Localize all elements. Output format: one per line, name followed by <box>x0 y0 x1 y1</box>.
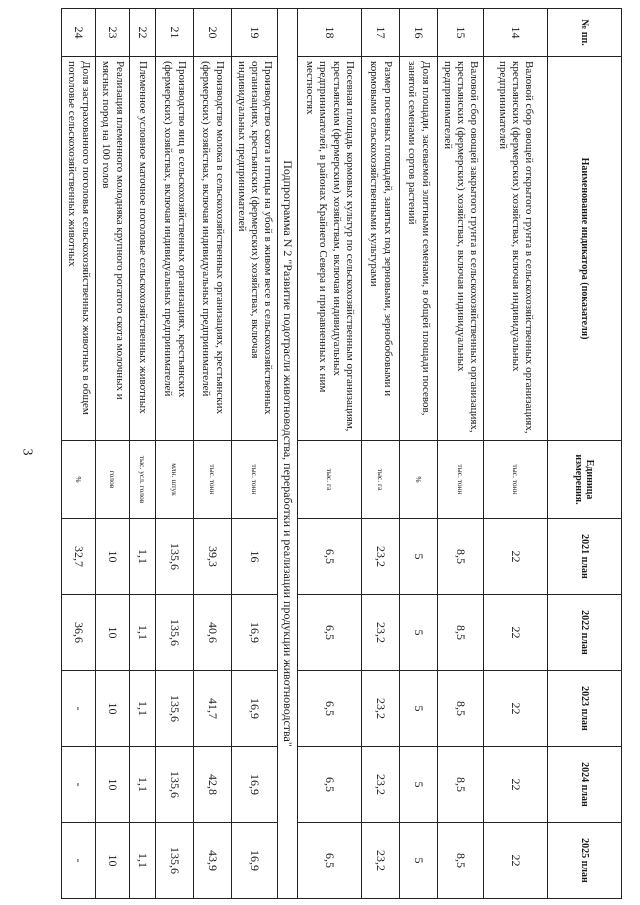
value-2022: 1,1 <box>130 595 156 671</box>
row-num: 21 <box>156 9 194 57</box>
subprogram-title: Подпрограмма N 2 "Развитие подотрасли животноводства, переработки и реализации продукции животноводства" <box>278 9 298 899</box>
value-2025: 135,6 <box>156 823 194 899</box>
value-2023: 135,6 <box>156 671 194 747</box>
value-2024: - <box>62 747 96 823</box>
value-2025: 8,5 <box>438 823 484 899</box>
value-2022: 5 <box>400 595 438 671</box>
row-unit: голов <box>96 441 130 519</box>
row-name: Валовой сбор овощей открытого грунта в сельскохозяйственных организациях, крестьянских (фермерских) хозяйствах, включая индивидуальных предпринимателей <box>484 57 548 441</box>
row-name: Размер посевных площадей, занятых под зерновыми, зернобобовыми и кормовыми сельскохозяйственными культурами <box>362 57 400 441</box>
value-2023: 22 <box>484 671 548 747</box>
value-2021: 1,1 <box>130 519 156 595</box>
value-2022: 6,5 <box>298 595 362 671</box>
value-2023: 5 <box>400 671 438 747</box>
header-2023: 2023 план <box>548 671 622 747</box>
value-2021: 10 <box>96 519 130 595</box>
row-unit: тыс. тонн <box>194 441 232 519</box>
row-num: 15 <box>438 9 484 57</box>
header-2024: 2024 план <box>548 747 622 823</box>
row-num: 24 <box>62 9 96 57</box>
row-name: Производство молока в сельскохозяйственных организациях, крестьянских (фермерских) хозяйствах, включая индивидуальных предпринимателей <box>194 57 232 441</box>
value-2023: - <box>62 671 96 747</box>
row-unit: тыс. тонн <box>438 441 484 519</box>
row-num: 16 <box>400 9 438 57</box>
row-name: Доля застрахованного поголовья сельскохозяйственных животных в общем поголовье сельскохозяйственных животных <box>62 57 96 441</box>
value-2021: 32,7 <box>62 519 96 595</box>
row-unit: тыс. га <box>362 441 400 519</box>
value-2025: 6,5 <box>298 823 362 899</box>
row-unit: % <box>62 441 96 519</box>
value-2024: 8,5 <box>438 747 484 823</box>
value-2024: 1,1 <box>130 747 156 823</box>
row-num: 19 <box>232 9 278 57</box>
header-unit: Единица измерения. <box>548 441 622 519</box>
row-name: Посевная площадь кормовых культур по сельскохозяйственным организациям, крестьянским (фермерским) хозяйствам, включая индивидуальных предпринимателей, в районах Крайнего Севера и приравненных к ним местностях <box>298 57 362 441</box>
value-2023: 23,2 <box>362 671 400 747</box>
table-row <box>96 9 130 899</box>
row-name: Доля площади, засеваемой элитными семенами, в общей площади посевов, занятой семенами сортов растений <box>400 57 438 441</box>
table-row <box>232 9 278 899</box>
table-row <box>194 9 232 899</box>
table-row <box>298 9 362 899</box>
value-2024: 10 <box>96 747 130 823</box>
row-name: Реализация племенного молодняка крупного рогатого скота молочных и мясных пород на 100 голов <box>96 57 130 441</box>
value-2023: 10 <box>96 671 130 747</box>
row-unit: тыс. усл. голов <box>130 441 156 519</box>
value-2022: 8,5 <box>438 595 484 671</box>
row-unit: % <box>400 441 438 519</box>
value-2021: 22 <box>484 519 548 595</box>
value-2023: 6,5 <box>298 671 362 747</box>
value-2025: - <box>62 823 96 899</box>
value-2021: 23,2 <box>362 519 400 595</box>
value-2022: 36,6 <box>62 595 96 671</box>
table-row <box>362 9 400 899</box>
table-sheet <box>66 8 622 898</box>
value-2024: 42,8 <box>194 747 232 823</box>
value-2024: 135,6 <box>156 747 194 823</box>
row-name: Валовой сбор овощей закрытого грунта в сельскохозяйственных организациях, крестьянских (фермерских) хозяйствах, включая индивидуальных предпринимателей <box>438 57 484 441</box>
value-2021: 6,5 <box>298 519 362 595</box>
value-2024: 23,2 <box>362 747 400 823</box>
row-name: Племенное условное маточное поголовье сельскохозяйственных животных <box>130 57 156 441</box>
value-2021: 39,3 <box>194 519 232 595</box>
header-2022: 2022 план <box>548 595 622 671</box>
value-2022: 23,2 <box>362 595 400 671</box>
value-2023: 8,5 <box>438 671 484 747</box>
subprogram-row <box>278 9 298 899</box>
value-2023: 1,1 <box>130 671 156 747</box>
row-num: 18 <box>298 9 362 57</box>
row-unit: тыс. га <box>298 441 362 519</box>
header-name: Наименование индикатора (показателя) <box>548 57 622 441</box>
value-2021: 16 <box>232 519 278 595</box>
table-row <box>62 9 96 899</box>
value-2022: 22 <box>484 595 548 671</box>
value-2025: 22 <box>484 823 548 899</box>
value-2025: 10 <box>96 823 130 899</box>
value-2022: 10 <box>96 595 130 671</box>
row-name: Производство яиц в сельскохозяйственных организациях, крестьянских (фермерских) хозяйствах, включая индивидуальных предпринимателей <box>156 57 194 441</box>
header-2025: 2025 план <box>548 823 622 899</box>
value-2021: 5 <box>400 519 438 595</box>
value-2021: 135,6 <box>156 519 194 595</box>
row-num: 23 <box>96 9 130 57</box>
row-num: 20 <box>194 9 232 57</box>
value-2022: 40,6 <box>194 595 232 671</box>
table-row <box>400 9 438 899</box>
value-2023: 16,9 <box>232 671 278 747</box>
header-row <box>548 9 622 899</box>
row-num: 17 <box>362 9 400 57</box>
value-2024: 6,5 <box>298 747 362 823</box>
value-2024: 22 <box>484 747 548 823</box>
rotated-table-wrapper <box>66 8 622 898</box>
row-unit: тыс. тонн <box>484 441 548 519</box>
value-2021: 8,5 <box>438 519 484 595</box>
value-2025: 16,9 <box>232 823 278 899</box>
row-num: 14 <box>484 9 548 57</box>
table-row <box>438 9 484 899</box>
value-2022: 135,6 <box>156 595 194 671</box>
value-2024: 5 <box>400 747 438 823</box>
table-row <box>156 9 194 899</box>
value-2022: 16,9 <box>232 595 278 671</box>
header-2021: 2021 план <box>548 519 622 595</box>
value-2024: 16,9 <box>232 747 278 823</box>
table-row <box>484 9 548 899</box>
row-num: 22 <box>130 9 156 57</box>
table-row <box>130 9 156 899</box>
value-2025: 43,9 <box>194 823 232 899</box>
value-2025: 23,2 <box>362 823 400 899</box>
value-2025: 1,1 <box>130 823 156 899</box>
row-unit: тыс. тонн <box>232 441 278 519</box>
header-num: № пп. <box>548 9 622 57</box>
row-unit: млн. штук <box>156 441 194 519</box>
value-2023: 41,7 <box>194 671 232 747</box>
indicator-table <box>61 8 622 899</box>
page-number: 3 <box>19 448 35 456</box>
row-name: Производство скота и птицы на убой в живом весе в сельскохозяйственных организациях, крестьянских (фермерских) хозяйствах, включая индивидуальных предпринимателей <box>232 57 278 441</box>
value-2025: 5 <box>400 823 438 899</box>
